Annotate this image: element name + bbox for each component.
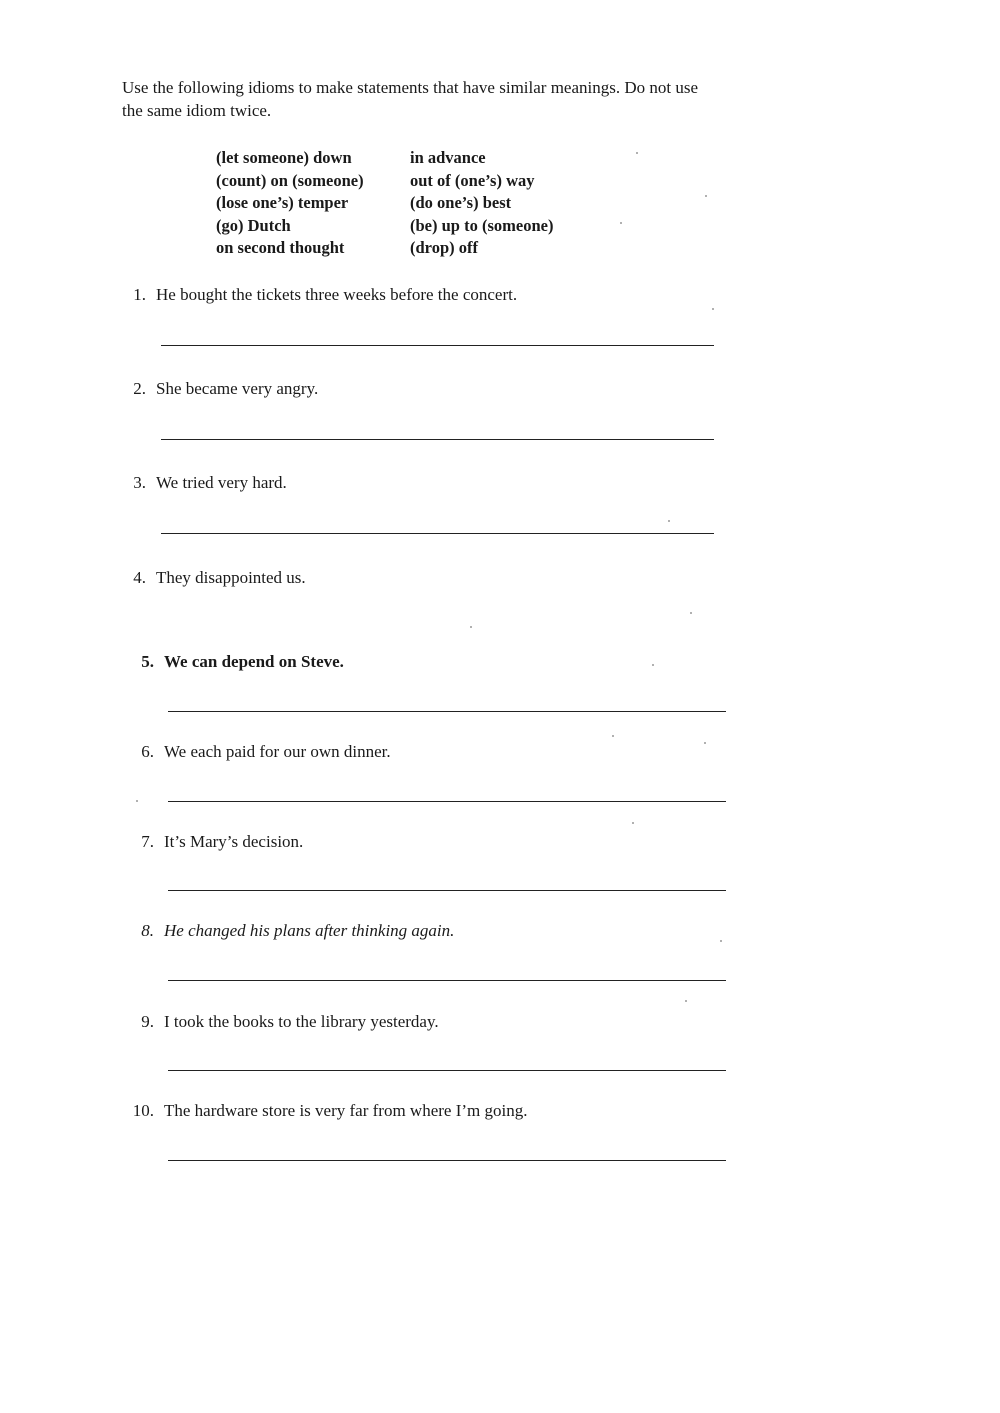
question-number: 9. <box>141 1012 154 1031</box>
question-number: 10. <box>132 1101 154 1120</box>
scan-speck <box>668 520 670 522</box>
scan-speck <box>720 940 722 942</box>
answer-line-9[interactable] <box>168 1070 726 1071</box>
scan-speck <box>470 626 472 628</box>
idiom-list-left <box>216 147 364 260</box>
question-text: She became very angry. <box>156 379 319 398</box>
scan-speck <box>620 222 622 224</box>
instructions: Use the following idioms to make statements that have similar meanings. Do not use the same idiom twice. <box>122 78 699 120</box>
answer-line-6[interactable] <box>168 801 726 802</box>
idiom-item: (let someone) down <box>216 148 352 167</box>
idiom-list-right <box>410 147 553 260</box>
scan-speck <box>704 742 706 744</box>
question-5 <box>128 651 344 673</box>
question-text: He bought the tickets three weeks before the concert. <box>156 285 518 304</box>
question-text: It’s Mary’s decision. <box>164 832 304 851</box>
idiom-item: on second thought <box>216 238 345 257</box>
question-text: They disappointed us. <box>156 568 306 587</box>
idiom-item: out of (one’s) way <box>410 170 535 190</box>
idiom-item: (count) on (someone) <box>216 170 364 190</box>
question-2 <box>120 378 318 400</box>
question-text: We tried very hard. <box>156 473 287 492</box>
question-1 <box>120 284 517 306</box>
question-text: We each paid for our own dinner. <box>164 742 391 761</box>
answer-line-7[interactable] <box>168 890 726 891</box>
question-text: He changed his plans after thinking again. <box>164 921 455 940</box>
scan-speck <box>136 800 138 802</box>
question-number: 5. <box>141 652 154 671</box>
scan-speck <box>636 152 638 154</box>
question-10 <box>128 1100 527 1122</box>
answer-line-3[interactable] <box>161 533 714 534</box>
question-3 <box>120 472 287 494</box>
answer-line-5[interactable] <box>168 711 726 712</box>
question-number: 2. <box>133 379 146 398</box>
question-number: 6. <box>141 742 154 761</box>
scan-speck <box>612 735 614 737</box>
question-4 <box>120 567 306 589</box>
question-number: 1. <box>133 285 146 304</box>
scan-speck <box>690 612 692 614</box>
scan-speck <box>685 1000 687 1002</box>
idiom-item: (go) Dutch <box>216 215 291 235</box>
idiom-item: (drop) off <box>410 238 478 257</box>
answer-line-8[interactable] <box>168 980 726 981</box>
idiom-item: in advance <box>410 148 486 167</box>
answer-line-1[interactable] <box>161 345 714 346</box>
question-8 <box>128 920 454 942</box>
idiom-item: (be) up to (someone) <box>410 215 554 235</box>
question-6 <box>128 741 391 763</box>
question-number: 7. <box>141 832 154 851</box>
question-text: The hardware store is very far from where I’m going. <box>164 1101 528 1120</box>
question-9 <box>128 1011 439 1033</box>
idiom-item: (lose one’s) temper <box>216 193 349 212</box>
scan-speck <box>632 822 634 824</box>
question-number: 4. <box>133 568 146 587</box>
idiom-item: (do one’s) best <box>410 193 512 212</box>
scan-speck <box>705 195 707 197</box>
scan-speck <box>712 308 714 310</box>
scan-speck <box>652 664 654 666</box>
question-7 <box>128 831 303 853</box>
question-text: I took the books to the library yesterday. <box>164 1012 439 1031</box>
answer-line-2[interactable] <box>161 439 714 440</box>
question-number: 8. <box>141 921 154 940</box>
question-text: We can depend on Steve. <box>164 652 344 671</box>
answer-line-10[interactable] <box>168 1160 726 1161</box>
question-number: 3. <box>133 473 146 492</box>
